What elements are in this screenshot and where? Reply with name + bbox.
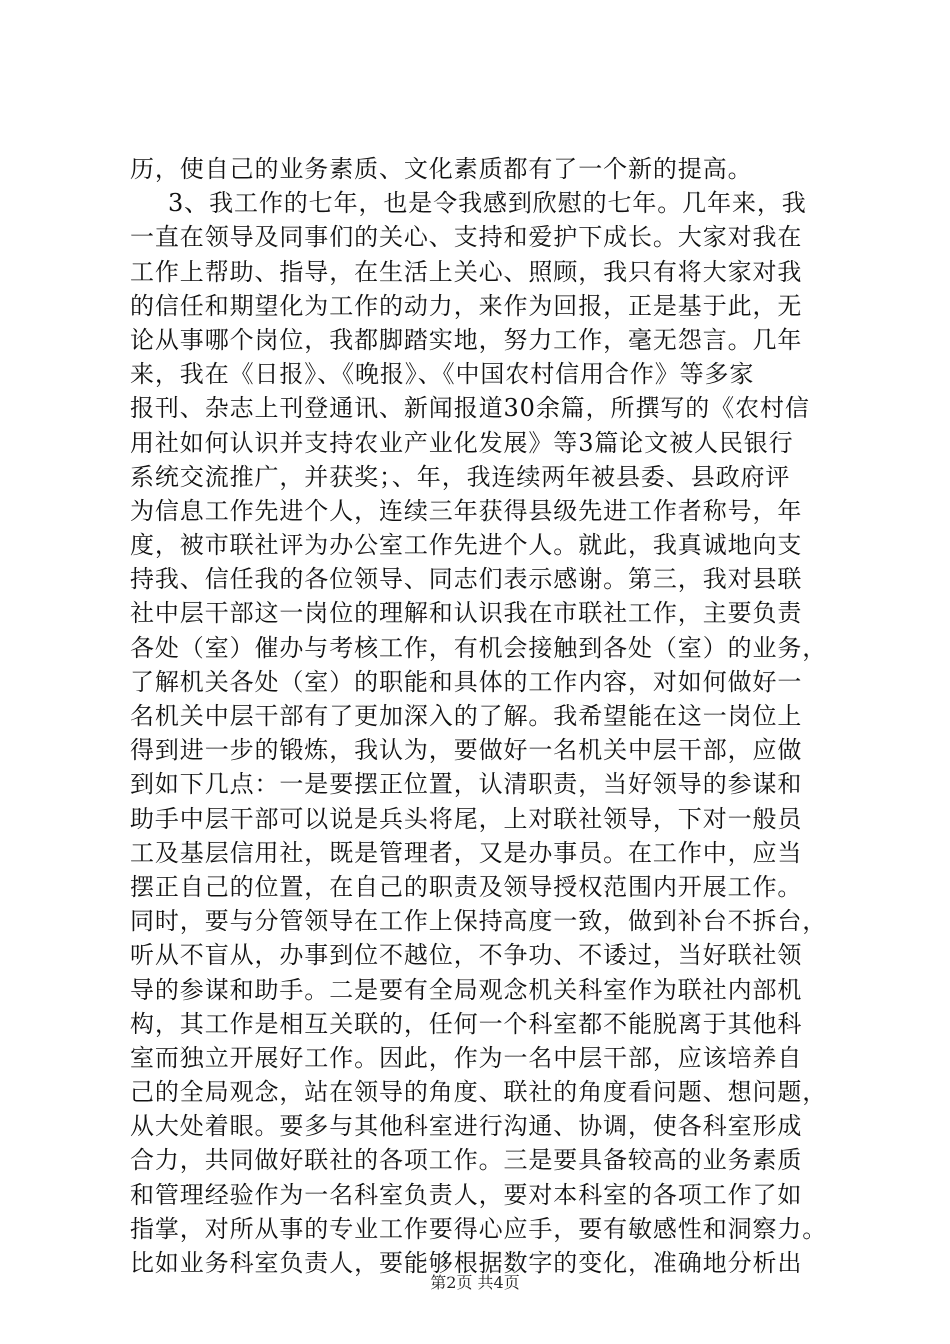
text-line: 己的全局观念，站在领导的角度、联社的角度看问题、想问题， [130,1078,828,1107]
text-line: 得到进一步的锻炼，我认为，要做好一名机关中层干部，应做 [130,736,803,765]
document-body [130,152,830,1280]
text-line: 和管理经验作为一名科室负责人，要对本科室的各项工作了如 [130,1180,803,1209]
text-line: 为信息工作先进个人，连续三年获得县级先进工作者称号，年 [130,496,803,525]
text-line: 的信任和期望化为工作的动力，来作为回报，正是基于此，无 [130,291,803,320]
text-line: 了解机关各处（室）的职能和具体的工作内容，对如何做好一 [130,667,803,696]
text-line: 摆正自己的位置，在自己的职责及领导授权范围内开展工作。 [130,872,803,901]
text-line: 助手中层干部可以说是兵头将尾，上对联社领导，下对一般员 [130,804,803,833]
text-line: 构，其工作是相互关联的，任何一个科室都不能脱离于其他科 [130,1009,803,1038]
text-line: 室而独立开展好工作。因此，作为一名中层干部，应该培养自 [130,1043,803,1072]
text-line: 名机关中层干部有了更加深入的了解。我希望能在这一岗位上 [130,702,803,730]
text-line: 比如业务科室负责人，要能够根据数字的变化，准确地分析出 [130,1249,803,1277]
text-line: 合力，共同做好联社的各项工作。三是要具备较高的业务素质 [130,1146,803,1175]
text-line: 系统交流推广，并获奖；、年，我连续两年被县委、县政府评 [130,462,791,491]
text-line: 历，使自己的业务素质、文化素质都有了一个新的提高。 [130,155,753,183]
text-line: 论从事哪个岗位，我都脚踏实地，努力工作，毫无怨言。几年 [130,325,803,354]
text-line: 导的参谋和助手。二是要有全局观念机关科室作为联社内部机 [130,975,803,1004]
text-line: 到如下几点：一是要摆正位置，认清职责，当好领导的参谋和 [130,770,803,799]
text-line: 社中层干部这一岗位的理解和认识我在市联社工作，主要负责 [130,599,803,628]
text-line: 持我、信任我的各位领导、同志们表示感谢。第三，我对县联 [130,565,803,594]
text-line: 工及基层信用社，既是管理者，又是办事员。在工作中，应当 [130,838,803,867]
page-footer [0,1273,950,1293]
text-line: 听从不盲从，办事到位不越位，不争功、不诿过，当好联社领 [130,941,803,970]
text-line: 来，我在《日报》、《晚报》、《中国农村信用合作》等多家 [130,360,755,389]
text-line: 工作上帮助、指导，在生活上关心、照顾，我只有将大家对我 [130,257,803,286]
text-line: 各处（室）催办与考核工作，有机会接触到各处（室）的业务， [130,633,828,662]
text-line: 同时，要与分管领导在工作上保持高度一致，做到补台不拆台， [130,907,828,936]
text-line: 用社如何认识并支持农业产业化发展》等3篇论文被人民银行 [130,428,794,457]
text-line: 一直在领导及同事们的关心、支持和爱护下成长。大家对我在 [130,223,803,252]
text-line: 指掌，对所从事的专业工作要得心应手，要有敏感性和洞察力。 [130,1214,828,1243]
text-line: 从大处着眼。要多与其他科室进行沟通、协调，使各科室形成 [130,1112,803,1141]
text-line: 度，被市联社评为办公室工作先进个人。就此，我真诚地向支 [130,531,803,560]
text-line: 报刊、杂志上刊登通讯、新闻报道30余篇，所撰写的《农村信 [130,394,810,423]
text-line: 3、我工作的七年，也是令我感到欣慰的七年。几年来，我 [168,189,807,218]
page-number-label: 第2页 共4页 [430,1273,520,1292]
